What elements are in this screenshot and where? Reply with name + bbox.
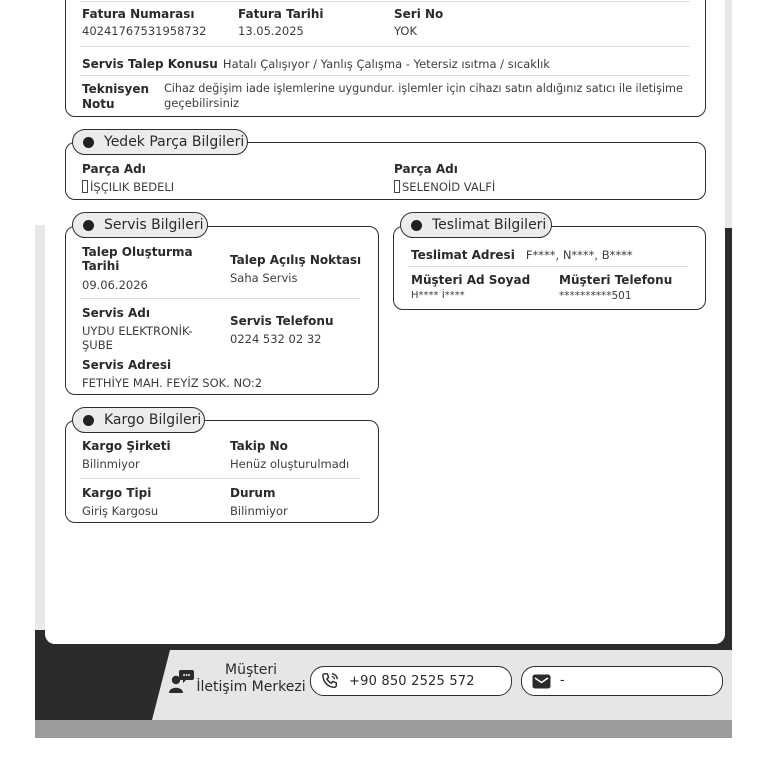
invoice-number-value: 40241767531958732	[82, 24, 207, 38]
cargo-title: Kargo Bilgileri	[104, 412, 202, 428]
customer-phone-label: Müşteri Telefonu	[559, 273, 673, 287]
divider	[80, 75, 690, 76]
contact-center-line: İletişim Merkezi	[196, 679, 306, 695]
bullet-icon	[83, 137, 94, 148]
divider	[80, 478, 360, 479]
cargo-header	[72, 407, 205, 433]
divider	[80, 298, 360, 299]
delivery-address-row	[411, 244, 633, 263]
part-name-label: Parça Adı	[82, 162, 146, 176]
customer-phone-value: **********501	[559, 290, 632, 302]
customer-name-label: Müşteri Ad Soyad	[411, 273, 531, 287]
cargo-status-value: Bilinmiyor	[230, 504, 288, 518]
part-name-value: İŞÇILIK BEDELI	[90, 180, 175, 194]
tech-note-line: Cihaz değişim iade işlemlerine uygundur. işlemler için cihazı satın aldığınız satıcı ile iletişime	[164, 82, 683, 95]
service-address-value: FETHİYE MAH. FEYİZ SOK. NO:2	[82, 376, 263, 390]
divider	[408, 266, 688, 267]
mail-icon	[532, 674, 551, 689]
background-bottom-strip	[35, 720, 732, 738]
part-name-value: SELENOİD VALFİ	[402, 180, 496, 194]
serial-value: YOK	[394, 24, 417, 38]
service-name-line: UYDU ELEKTRONİK-	[82, 324, 193, 338]
divider	[80, 46, 690, 47]
delivery-header	[400, 212, 552, 238]
contact-email: -	[560, 673, 565, 688]
tech-note-value	[164, 82, 694, 110]
serial-label: Seri No	[394, 7, 444, 21]
invoice-date-label: Fatura Tarihi	[238, 7, 324, 21]
customer-name-value: H**** İ****	[411, 290, 465, 301]
created-label	[82, 245, 193, 273]
service-topic-value: Hatalı Çalışıyor / Yanlış Çalışma - Yetersiz ısıtma / sıcaklık	[222, 57, 550, 71]
cargo-company-label: Kargo Şirketi	[82, 439, 171, 453]
bullet-icon	[411, 220, 422, 231]
cargo-company-value: Bilinmiyor	[82, 457, 140, 471]
tech-note-label-line: Notu	[82, 97, 115, 111]
part-item	[82, 180, 174, 194]
created-label-line: Tarihi	[82, 259, 120, 273]
tech-note-label	[82, 82, 149, 112]
cargo-type-value: Giriş Kargosu	[82, 504, 159, 518]
service-name-label: Servis Adı	[82, 306, 150, 320]
opening-label: Talep Açılış Noktası	[230, 253, 362, 267]
phone-icon	[321, 672, 339, 690]
service-name-line: ŞUBE	[82, 338, 113, 352]
spare-parts-header	[72, 129, 248, 155]
email-contact-button[interactable]	[521, 666, 723, 696]
delivery-title: Teslimat Bilgileri	[432, 217, 547, 233]
part-name-label: Parça Adı	[394, 162, 458, 176]
delivery-address-label: Teslimat Adresi	[411, 248, 515, 262]
service-header	[72, 212, 208, 238]
contact-phone-number: +90 850 2525 572	[349, 674, 475, 689]
invoice-number-label: Fatura Numarası	[82, 7, 195, 21]
service-topic-label: Servis Talep Konusu	[82, 57, 218, 71]
spare-parts-title: Yedek Parça Bilgileri	[104, 134, 245, 150]
delivery-address-value: F****, N****, B****	[525, 248, 633, 262]
part-item	[394, 180, 495, 194]
divider	[80, 1, 690, 2]
invoice-date-value: 13.05.2025	[238, 24, 304, 38]
cargo-type-label: Kargo Tipi	[82, 486, 152, 500]
created-value: 09.06.2026	[82, 278, 148, 292]
tracking-label: Takip No	[230, 439, 288, 453]
service-title: Servis Bilgileri	[104, 217, 204, 233]
service-name-value	[82, 324, 193, 352]
cargo-status-label: Durum	[230, 486, 276, 500]
checkbox-icon[interactable]	[394, 180, 400, 193]
tracking-value: Henüz oluşturulmadı	[230, 457, 350, 471]
contact-center-label	[196, 662, 306, 696]
checkbox-icon[interactable]	[82, 180, 88, 193]
phone-contact-button[interactable]	[310, 666, 512, 696]
tech-note-label-line: Teknisyen	[82, 82, 150, 96]
service-phone-label: Servis Telefonu	[230, 314, 334, 328]
bullet-icon	[83, 415, 94, 426]
tech-note-line: geçebilirsiniz	[164, 96, 240, 110]
bullet-icon	[83, 220, 94, 231]
created-label-line: Talep Oluşturma	[82, 245, 193, 259]
service-address-label: Servis Adresi	[82, 358, 172, 372]
opening-value: Saha Servis	[230, 271, 298, 285]
customer-service-icon	[168, 668, 194, 694]
service-topic-row	[82, 53, 550, 72]
contact-center-line: Müşteri	[225, 662, 277, 678]
service-phone-value: 0224 532 02 32	[230, 332, 322, 346]
